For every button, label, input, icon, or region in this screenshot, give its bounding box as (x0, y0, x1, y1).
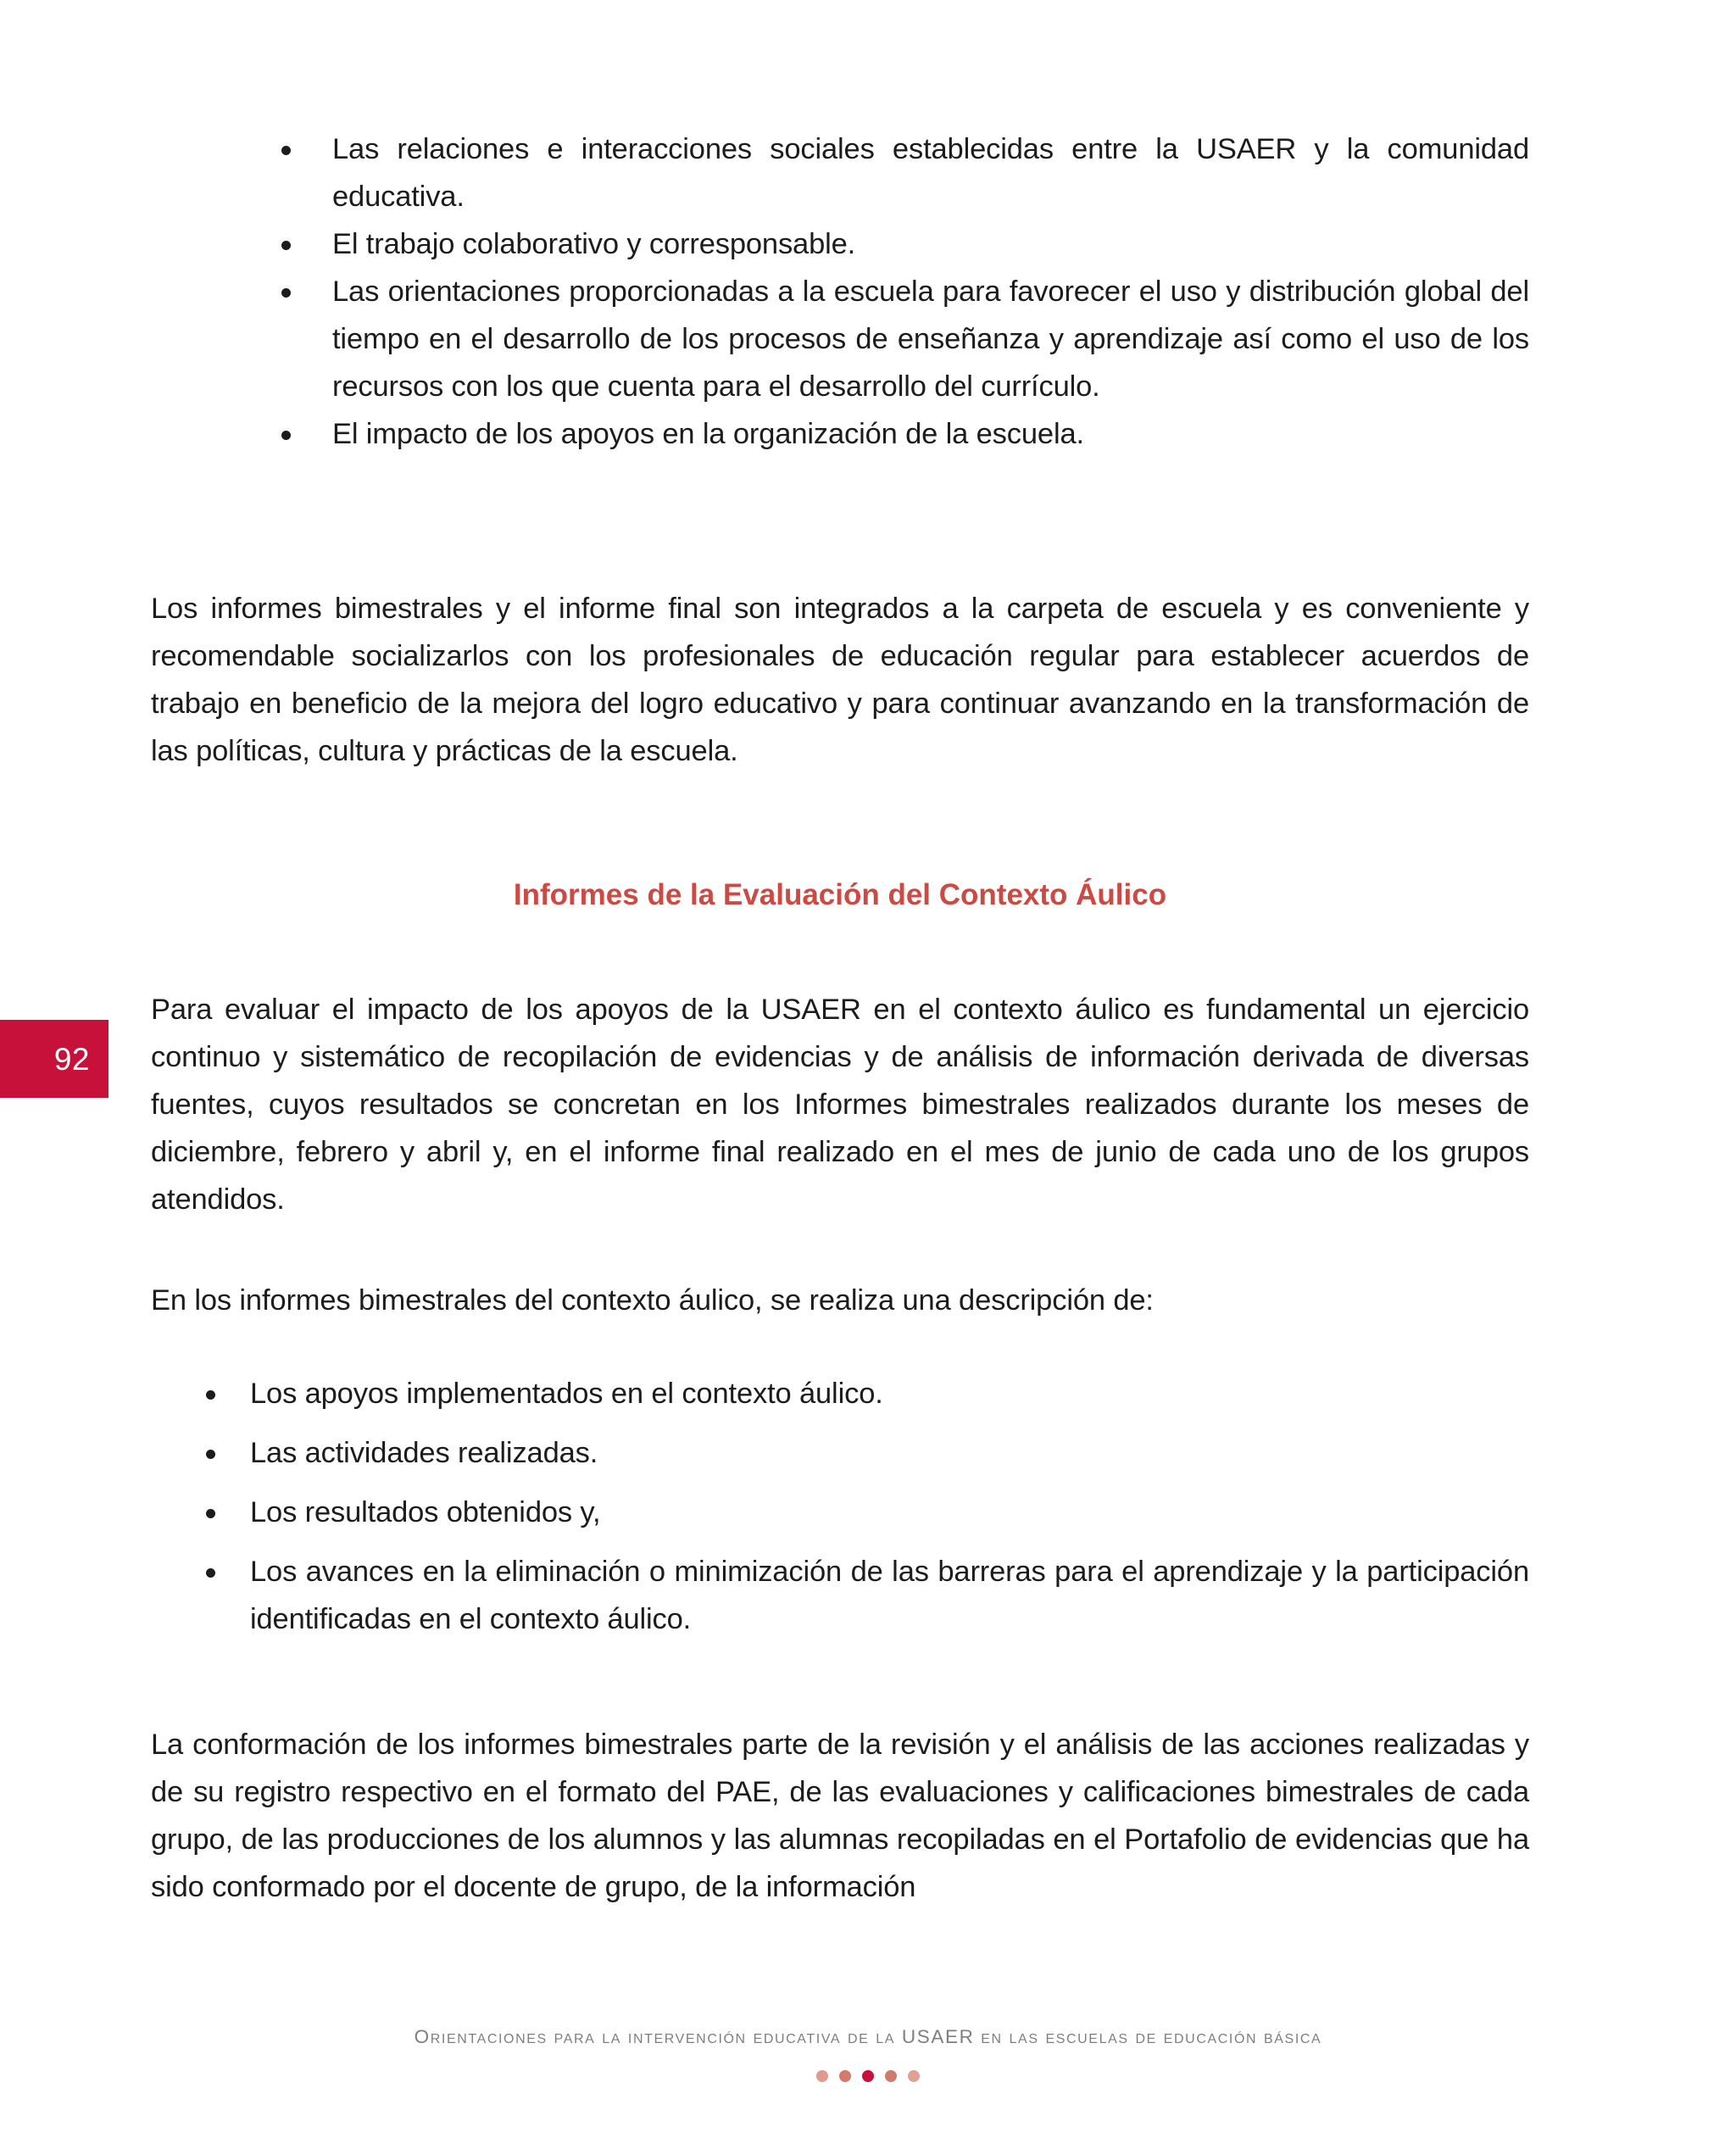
list-item-label: Las actividades realizadas. (250, 1437, 598, 1469)
footer-dot-5 (908, 2070, 920, 2082)
page-number-tab (0, 1020, 108, 1098)
footer-dot-3 (862, 2070, 874, 2082)
footer-dot-2 (839, 2070, 851, 2082)
list-item-label: Las relaciones e interacciones sociales establecidas entre la USAER y la comunidad educativa. (332, 133, 1529, 213)
bullet-icon (206, 1390, 215, 1400)
bullet-list-bottom (151, 1370, 1529, 1643)
list-item (151, 268, 1529, 410)
bullet-icon (206, 1509, 215, 1518)
list-item-label: El trabajo colaborativo y corresponsable. (332, 228, 856, 260)
bullet-icon (281, 241, 291, 250)
list-item (151, 1370, 1529, 1417)
paragraph-evaluar-impacto: Para evaluar el impacto de los apoyos de la USAER en el contexto áulico es fundamental un ejercicio continuo y sistemático de recopilación de evidencias y de análisis de información derivada de diversas fuentes, cuyos resultados se concretan en los Informes bimestrales realizados durante los meses de diciembre, febrero y abril y, en el informe final realizado en el mes de junio de cada uno de los grupos atendidos. (151, 994, 1529, 1216)
list-item-label: Los avances en la eliminación o minimización de las barreras para el aprendizaje y la participación identificadas en el contexto áulico. (250, 1556, 1529, 1635)
list-item (151, 1548, 1529, 1643)
list-item (151, 410, 1529, 458)
bullet-icon (281, 288, 291, 298)
list-item (151, 1489, 1529, 1536)
list-item (151, 125, 1529, 220)
footer-dot-4 (885, 2070, 897, 2082)
list-item (151, 220, 1529, 268)
list-item-label: El impacto de los apoyos en la organización de la escuela. (332, 418, 1084, 450)
footer-dot-1 (816, 2070, 828, 2082)
list-item-label: Los apoyos implementados en el contexto áulico. (250, 1378, 883, 1410)
bullet-icon (281, 431, 291, 440)
section-heading: Informes de la Evaluación del Contexto Áulico (513, 878, 1167, 911)
bullet-icon (206, 1568, 215, 1578)
page-number: 92 (53, 1041, 90, 1077)
bullet-icon (281, 146, 291, 155)
bullet-list-top (151, 125, 1529, 458)
paragraph-conformacion-informes: La conformación de los informes bimestrales parte de la revisión y el análisis de las acciones realizadas y de su registro respectivo en el formato del PAE, de las evaluaciones y calificaciones bimestrales de cada grupo, de las producciones de los alumnos y las alumnas recopiladas en el Portafolio de evidencias que ha sido conformado por el docente de grupo, de la información (151, 1729, 1529, 1903)
paragraph-descripcion-intro: En los informes bimestrales del contexto áulico, se realiza una descripción de: (151, 1284, 1154, 1317)
bullet-icon (206, 1450, 215, 1459)
paragraph-informes-bimestrales: Los informes bimestrales y el informe final son integrados a la carpeta de escuela y es conveniente y recomendable socializarlos con los profesionales de educación regular para establecer acuerdos de trabajo en beneficio de la mejora del logro educativo y para continuar avanzando en la transformación de las políticas, cultura y prácticas de la escuela. (151, 593, 1529, 767)
list-item-label: Las orientaciones proporcionadas a la escuela para favorecer el uso y distribución global del tiempo en el desarrollo de los procesos de enseñanza y aprendizaje así como el uso de los recursos con los que cuenta para el desarrollo del currículo. (332, 276, 1529, 403)
footer-title: Orientaciones para la intervención educativa de la USAER en las escuelas de educación básica (414, 2026, 1322, 2047)
page-footer (0, 2026, 1736, 2082)
list-item (151, 1429, 1529, 1477)
list-item-label: Los resultados obtenidos y, (250, 1496, 601, 1528)
footer-dots-decoration (0, 2070, 1736, 2082)
